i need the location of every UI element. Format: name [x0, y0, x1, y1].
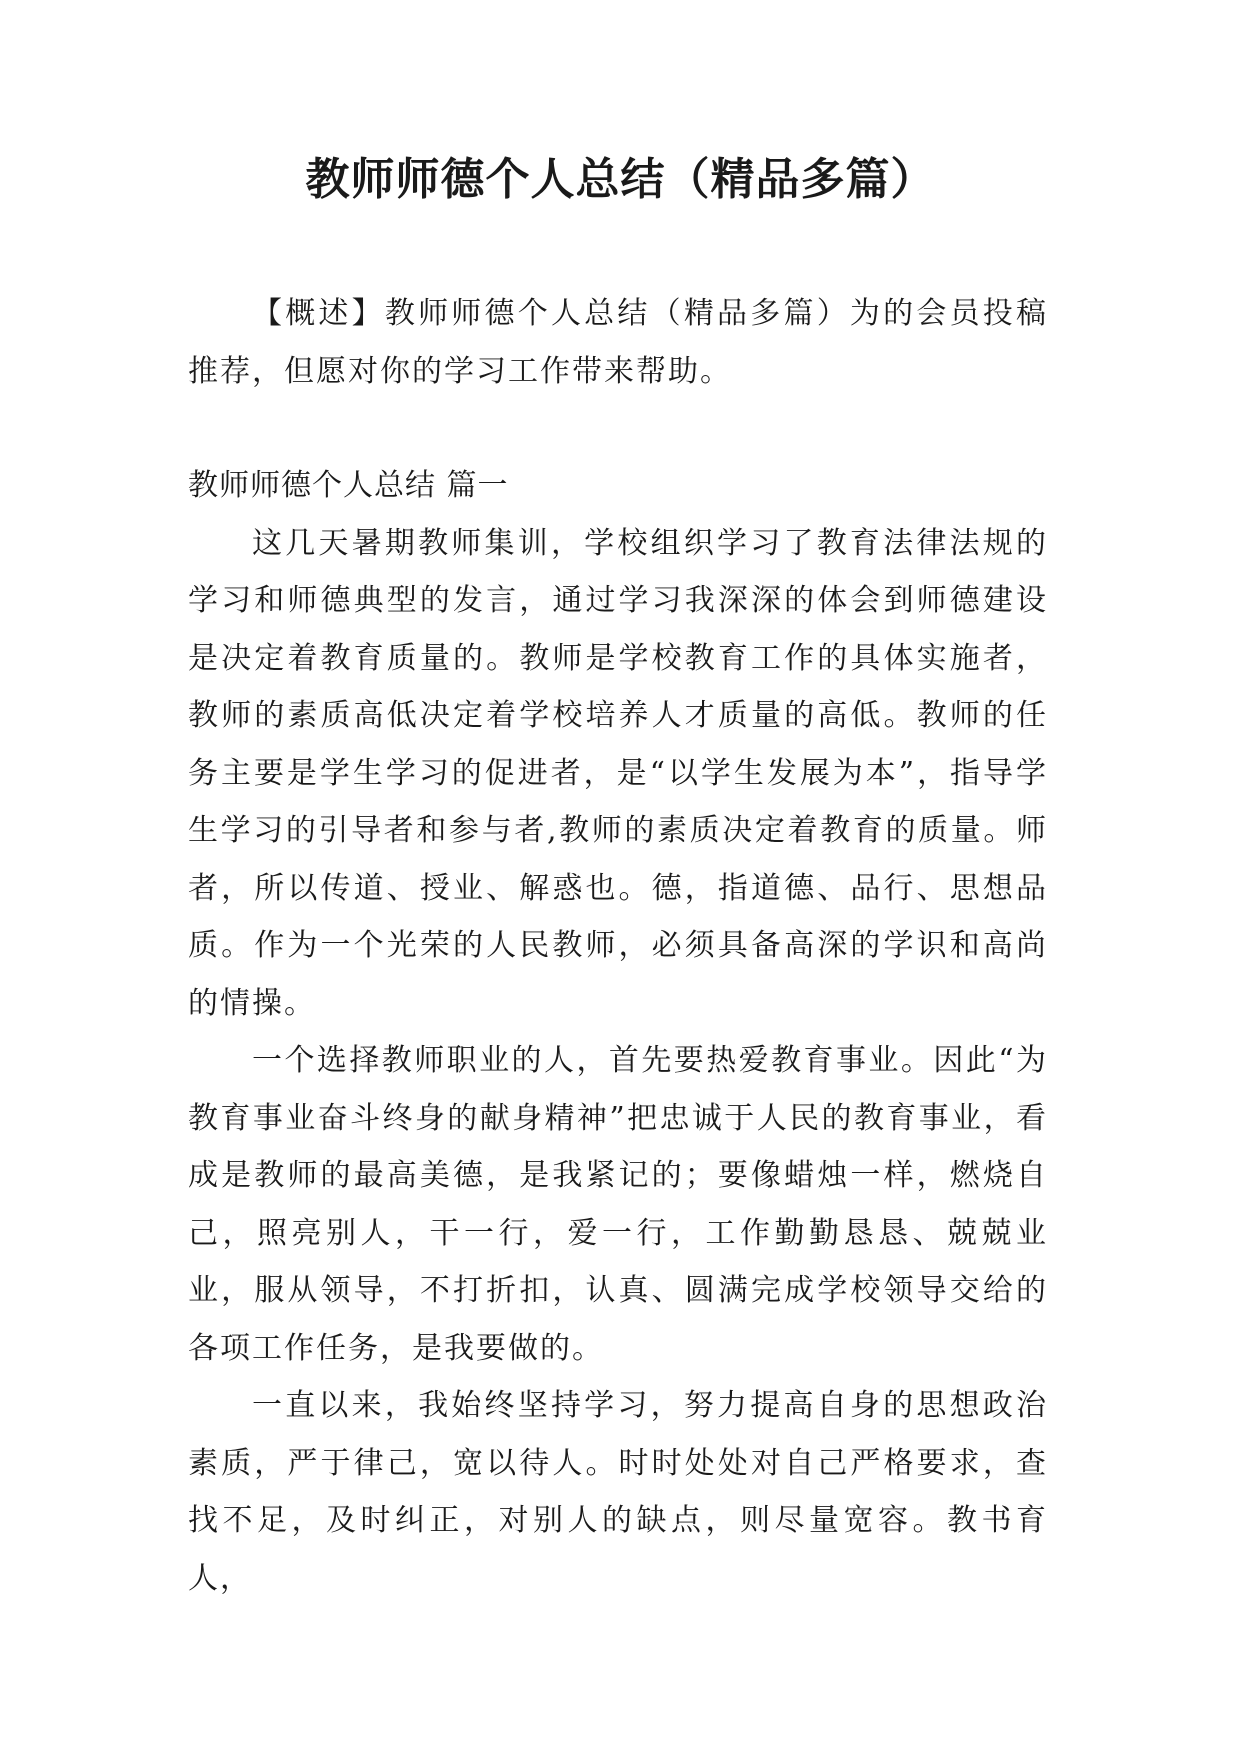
document-body: [188, 285, 1048, 1607]
body-paragraph-1: 这几天暑期教师集训，学校组织学习了教育法律法规的学习和师德典型的发言，通过学习我深深的体会到师德建设是决定着教育质量的。教师是学校教育工作的具体实施者，教师的素质高低决定着学校培养人才质量的高低。教师的任务主要是学生学习的促进者，是“以学生发展为本”，指导学生学习的引导者和参与者,教师的素质决定着教育的质量。师者，所以传道、授业、解惑也。德，指道德、品行、思想品质。作为一个光荣的人民教师，必须具备高深的学识和高尚的情操。: [188, 525, 1048, 1021]
summary-paragraph: 【概述】教师师德个人总结（精品多篇）为的会员投稿推荐，但愿对你的学习工作带来帮助。: [188, 296, 1048, 389]
document-title: 教师师德个人总结（精品多篇）: [305, 154, 936, 205]
body-paragraph-2: 一个选择教师职业的人，首先要热爱教育事业。因此“为教育事业奋斗终身的献身精神”把忠诚于人民的教育事业，看成是教师的最高美德，是我紧记的；要像蜡烛一样，燃烧自己，照亮别人，干一行，爱一行，工作勤勤恳恳、兢兢业业，服从领导，不打折扣，认真、圆满完成学校领导交给的各项工作任务，是我要做的。: [188, 1043, 1048, 1366]
body-paragraph-3: 一直以来，我始终坚持学习，努力提高自身的思想政治素质，严于律己，宽以待人。时时处处对自己严格要求，查找不足，及时纠正，对别人的缺点，则尽量宽容。教书育人，: [188, 1388, 1048, 1596]
section-heading: 教师师德个人总结 篇一: [188, 468, 509, 503]
